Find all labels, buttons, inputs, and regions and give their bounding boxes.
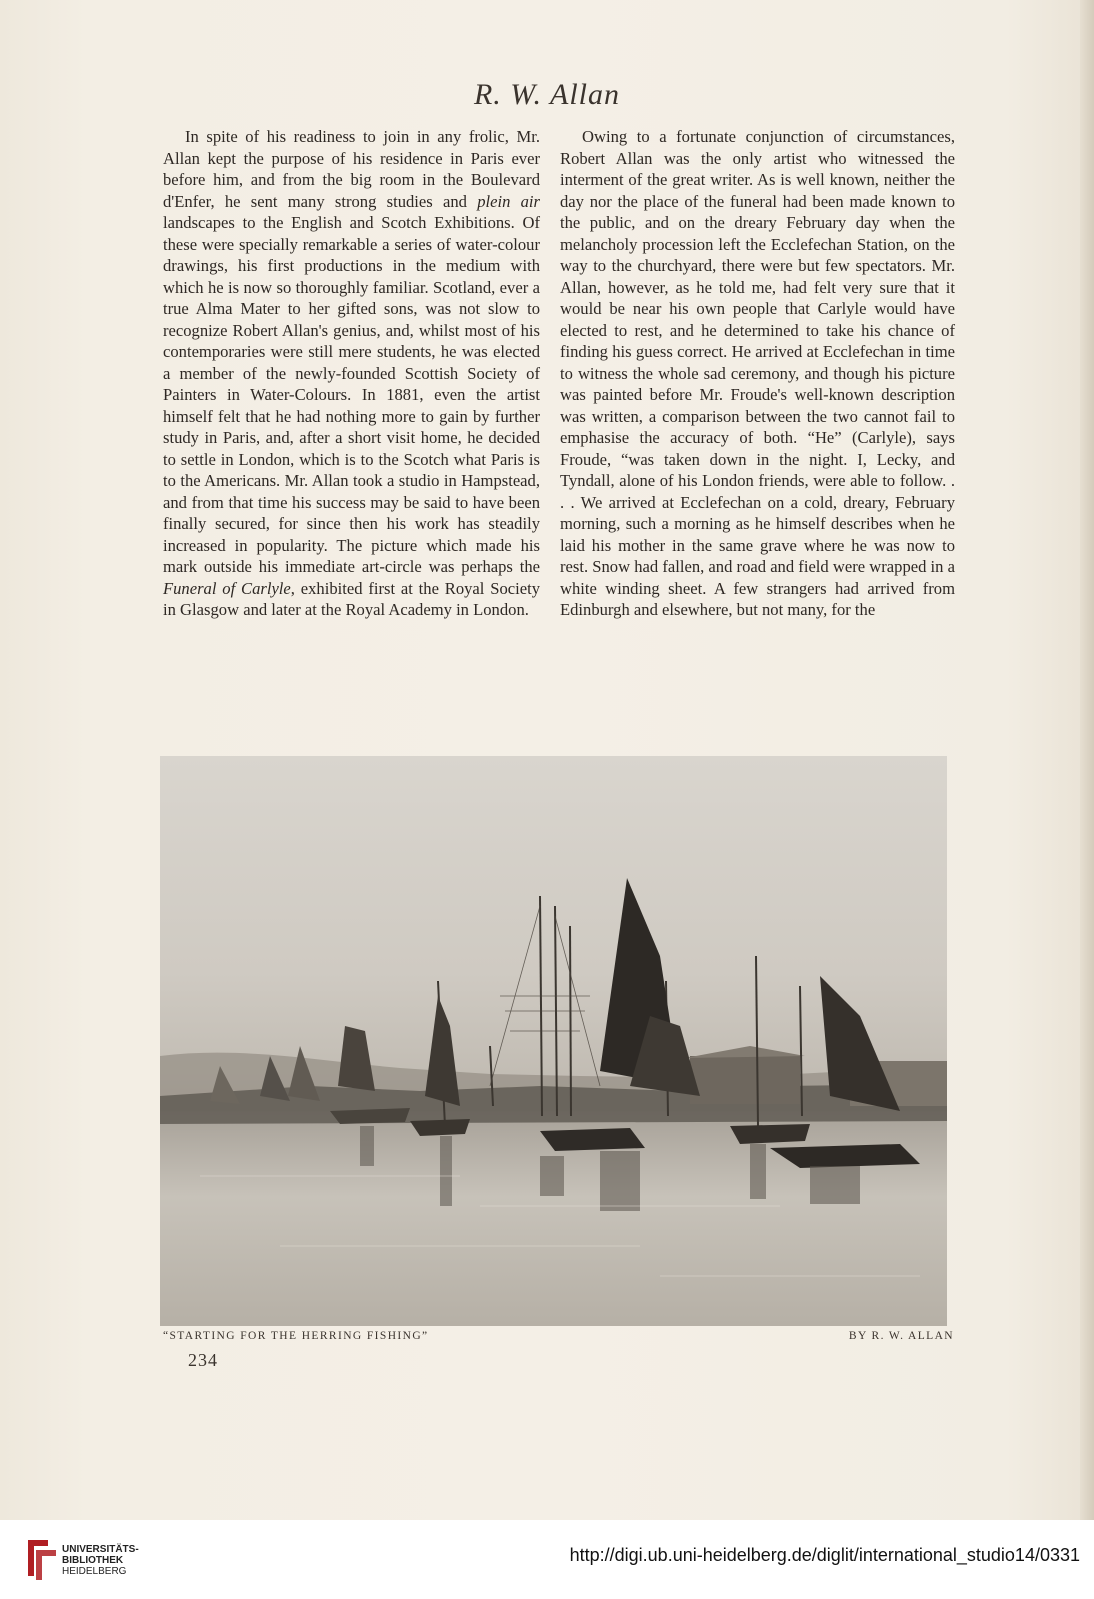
plate-caption-credit: BY R. W. ALLAN — [848, 1330, 954, 1342]
text-run: landscapes to the English and Scotch Exhibitions. Of these were specially remarkable a series of water-colour drawings, his first productions in the medium with which he is now so thoroughly familiar. Scotland, ever a true Alma Mater to her gifted sons, was not slow to recognize Robert Allan's genius, and, whilst most of his contemporaries were still mere students, he was elected a member of the newly-founded Scottish Society of Painters in Water-Colours. In 1881, even the artist himself felt that he had nothing more to gain by further study in Paris, and, after a short visit home, he decided to settle in London, which is to the Scotch what Paris is to the Americans. Mr. Allan took a studio in Hampstead, and from that time his success may be said to have been finally secured, for since then his work has steadily increased in popularity. The picture which made his mark outside his immediate art-circle was perhaps the — [163, 213, 540, 576]
library-name-line3: HEIDELBERG — [62, 1566, 127, 1577]
running-head: R. W. Allan — [473, 78, 620, 111]
library-name — [62, 1544, 139, 1577]
page-number: 234 — [188, 1350, 218, 1370]
source-url-link[interactable]: http://digi.ub.uni-heidelberg.de/diglit/international_studio14/0331 — [569, 1545, 1080, 1565]
page-edge — [1080, 0, 1094, 1520]
footer-bar — [0, 1520, 1094, 1599]
plate-caption-title: “STARTING FOR THE HERRING FISHING” — [163, 1330, 429, 1342]
right-paragraph: Owing to a fortunate conjunction of circumstances, Robert Allan was the only artist who witnessed the interment of the great writer. As is well known, neither the day nor the place of the funeral had been made known to the public, and on the dreary February day when the melancholy procession left the Ecclefechan Station, on the way to the churchyard, there were but few spectators. Mr. Allan, however, as he told me, had felt very sure that it would be near his own people that Carlyle would have elected to rest, and he determined to take his chance of finding his guess correct. He arrived at Ecclefechan in time to witness the whole sad ceremony, and though his picture was painted before Mr. Froude's well-known description was written, a comparison between the two cannot fail to emphasise the accuracy of both. “He” (Carlyle), says Froude, “was taken down in the night. I, Lecky, and Tyndall, alone of his London friends, were able to follow. . . . We arrived at Ecclefechan on a cold, dreary, February morning, such a morning as he himself describes when he laid his mother in the same grave where he was now to rest. Snow had fallen, and road and field were wrapped in a white winding sheet. A few strangers had arrived from Edinburgh and elsewhere, but not many, for the — [560, 127, 955, 619]
library-logo-icon — [22, 1536, 66, 1582]
left-paragraph — [163, 126, 540, 621]
library-name-line1: UNIVERSITÄTS- — [62, 1544, 139, 1555]
italic-title: Funeral of Carlyle — [163, 578, 291, 598]
harbour-illustration — [160, 756, 947, 1326]
right-column — [560, 126, 955, 621]
italic-run: plein air — [477, 191, 540, 211]
text-run: , exhibited first at the Royal Society in Glasgow and later at the Royal Academy in London. — [163, 578, 540, 619]
harbour-painting-svg — [160, 756, 947, 1326]
left-column — [163, 126, 540, 621]
text-run: In spite of his readiness to join in any frolic, Mr. Allan kept the purpose of his residence in Paris ever before him, and from the big room in the Boulevard d'Enfer, he sent many strong studies and — [163, 127, 540, 211]
library-name-line2: BIBLIOTHEK — [62, 1555, 124, 1566]
